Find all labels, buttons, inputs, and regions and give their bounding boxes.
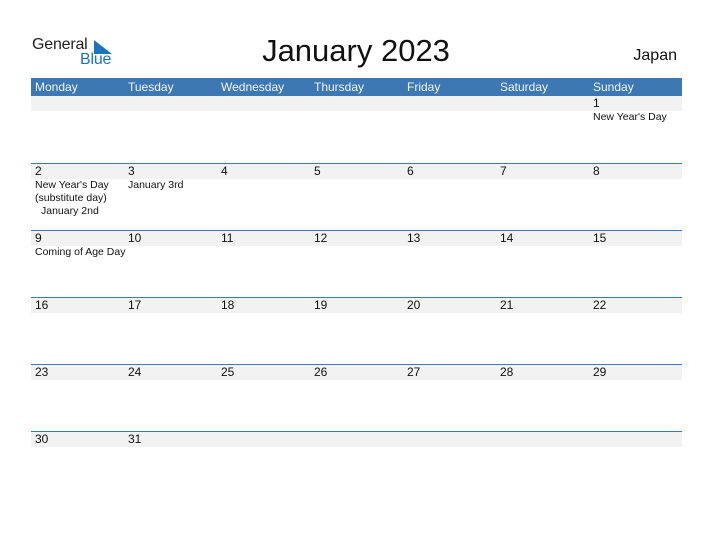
day-number: 6 <box>407 164 414 178</box>
day-cell <box>124 298 217 364</box>
day-number <box>35 96 124 111</box>
day-cell <box>589 164 682 230</box>
day-number: 16 <box>35 298 49 312</box>
day-number: 26 <box>314 365 328 379</box>
day-cell <box>403 298 496 364</box>
day-cell <box>403 231 496 297</box>
day-cell <box>310 96 403 163</box>
day-number: 5 <box>314 164 321 178</box>
day-cell <box>310 164 403 230</box>
day-number: 10 <box>128 231 142 245</box>
day-cell <box>124 231 217 297</box>
day-number: 30 <box>35 432 49 446</box>
day-number <box>128 96 217 111</box>
day-cell <box>496 298 589 364</box>
day-number <box>221 96 310 111</box>
day-number <box>314 432 403 447</box>
day-cell <box>496 96 589 163</box>
day-cell <box>217 365 310 431</box>
day-number <box>407 96 496 111</box>
week-row <box>31 364 682 431</box>
calendar-weeks <box>31 96 682 498</box>
day-cell <box>403 365 496 431</box>
day-number <box>500 432 589 447</box>
day-number: 3 <box>128 164 135 178</box>
day-cell <box>496 231 589 297</box>
day-cell <box>403 164 496 230</box>
day-cell <box>124 365 217 431</box>
week-row <box>31 297 682 364</box>
day-number: 19 <box>314 298 328 312</box>
day-cell <box>31 298 124 364</box>
day-cell <box>403 432 496 498</box>
day-number: 28 <box>500 365 514 379</box>
day-cell <box>217 298 310 364</box>
week-row <box>31 163 682 230</box>
day-number <box>407 432 496 447</box>
day-number: 4 <box>221 164 228 178</box>
weekday-header-sunday: Sunday <box>593 80 634 94</box>
day-cell <box>589 365 682 431</box>
day-cell <box>124 432 217 498</box>
weekday-header-monday: Monday <box>35 80 78 94</box>
weekday-header-wednesday: Wednesday <box>221 80 285 94</box>
day-cell <box>124 164 217 230</box>
logo-text-blue: Blue <box>80 51 112 68</box>
country-label: Japan <box>633 47 677 64</box>
logo-text-general: General <box>32 36 88 53</box>
day-number: 21 <box>500 298 514 312</box>
day-cell <box>310 298 403 364</box>
month-calendar <box>31 78 682 498</box>
day-cell <box>589 298 682 364</box>
day-number: 12 <box>314 231 328 245</box>
day-cell <box>589 231 682 297</box>
holiday-label: (substitute day) <box>35 192 107 204</box>
weekday-header-thursday: Thursday <box>314 80 365 94</box>
day-number: 8 <box>593 164 600 178</box>
day-number: 31 <box>128 432 142 446</box>
weekday-header-tuesday: Tuesday <box>128 80 174 94</box>
week-row <box>31 431 682 498</box>
week-row <box>31 96 682 163</box>
day-number: 7 <box>500 164 507 178</box>
day-cell <box>310 432 403 498</box>
day-number: 1 <box>593 96 600 110</box>
day-cell <box>310 365 403 431</box>
day-number: 15 <box>593 231 607 245</box>
day-number: 23 <box>35 365 49 379</box>
holiday-label: New Year's Day <box>593 111 667 123</box>
day-cell <box>496 432 589 498</box>
day-cell <box>496 164 589 230</box>
holiday-label: January 2nd <box>41 205 99 217</box>
day-cell <box>31 96 124 163</box>
day-number: 14 <box>500 231 514 245</box>
holiday-label: Coming of Age Day <box>35 246 126 258</box>
day-number: 18 <box>221 298 235 312</box>
day-number: 17 <box>128 298 142 312</box>
day-number <box>314 96 403 111</box>
day-cell <box>31 231 124 297</box>
day-number: 27 <box>407 365 421 379</box>
day-number: 13 <box>407 231 421 245</box>
week-row <box>31 230 682 297</box>
day-number <box>500 96 589 111</box>
holiday-label: New Year's Day <box>35 179 109 191</box>
calendar-title: January 2023 <box>262 33 450 68</box>
day-cell <box>403 96 496 163</box>
weekday-header-saturday: Saturday <box>500 80 549 94</box>
day-number <box>593 432 682 447</box>
day-cell <box>496 365 589 431</box>
day-cell <box>589 432 682 498</box>
holiday-label: January 3rd <box>128 179 184 191</box>
day-number <box>221 432 310 447</box>
day-cell <box>217 164 310 230</box>
day-cell <box>31 365 124 431</box>
day-cell <box>217 231 310 297</box>
day-cell <box>31 164 124 230</box>
day-cell <box>217 432 310 498</box>
day-cell <box>310 231 403 297</box>
day-number: 2 <box>35 164 42 178</box>
day-number: 11 <box>221 231 234 245</box>
day-number: 24 <box>128 365 142 379</box>
day-cell <box>124 96 217 163</box>
day-number: 22 <box>593 298 607 312</box>
day-number: 9 <box>35 231 42 245</box>
day-cell <box>589 96 682 163</box>
weekday-header <box>31 78 682 96</box>
day-number: 25 <box>221 365 235 379</box>
weekday-header-friday: Friday <box>407 80 441 94</box>
day-number: 20 <box>407 298 421 312</box>
day-cell <box>217 96 310 163</box>
day-number: 29 <box>593 365 607 379</box>
day-cell <box>31 432 124 498</box>
